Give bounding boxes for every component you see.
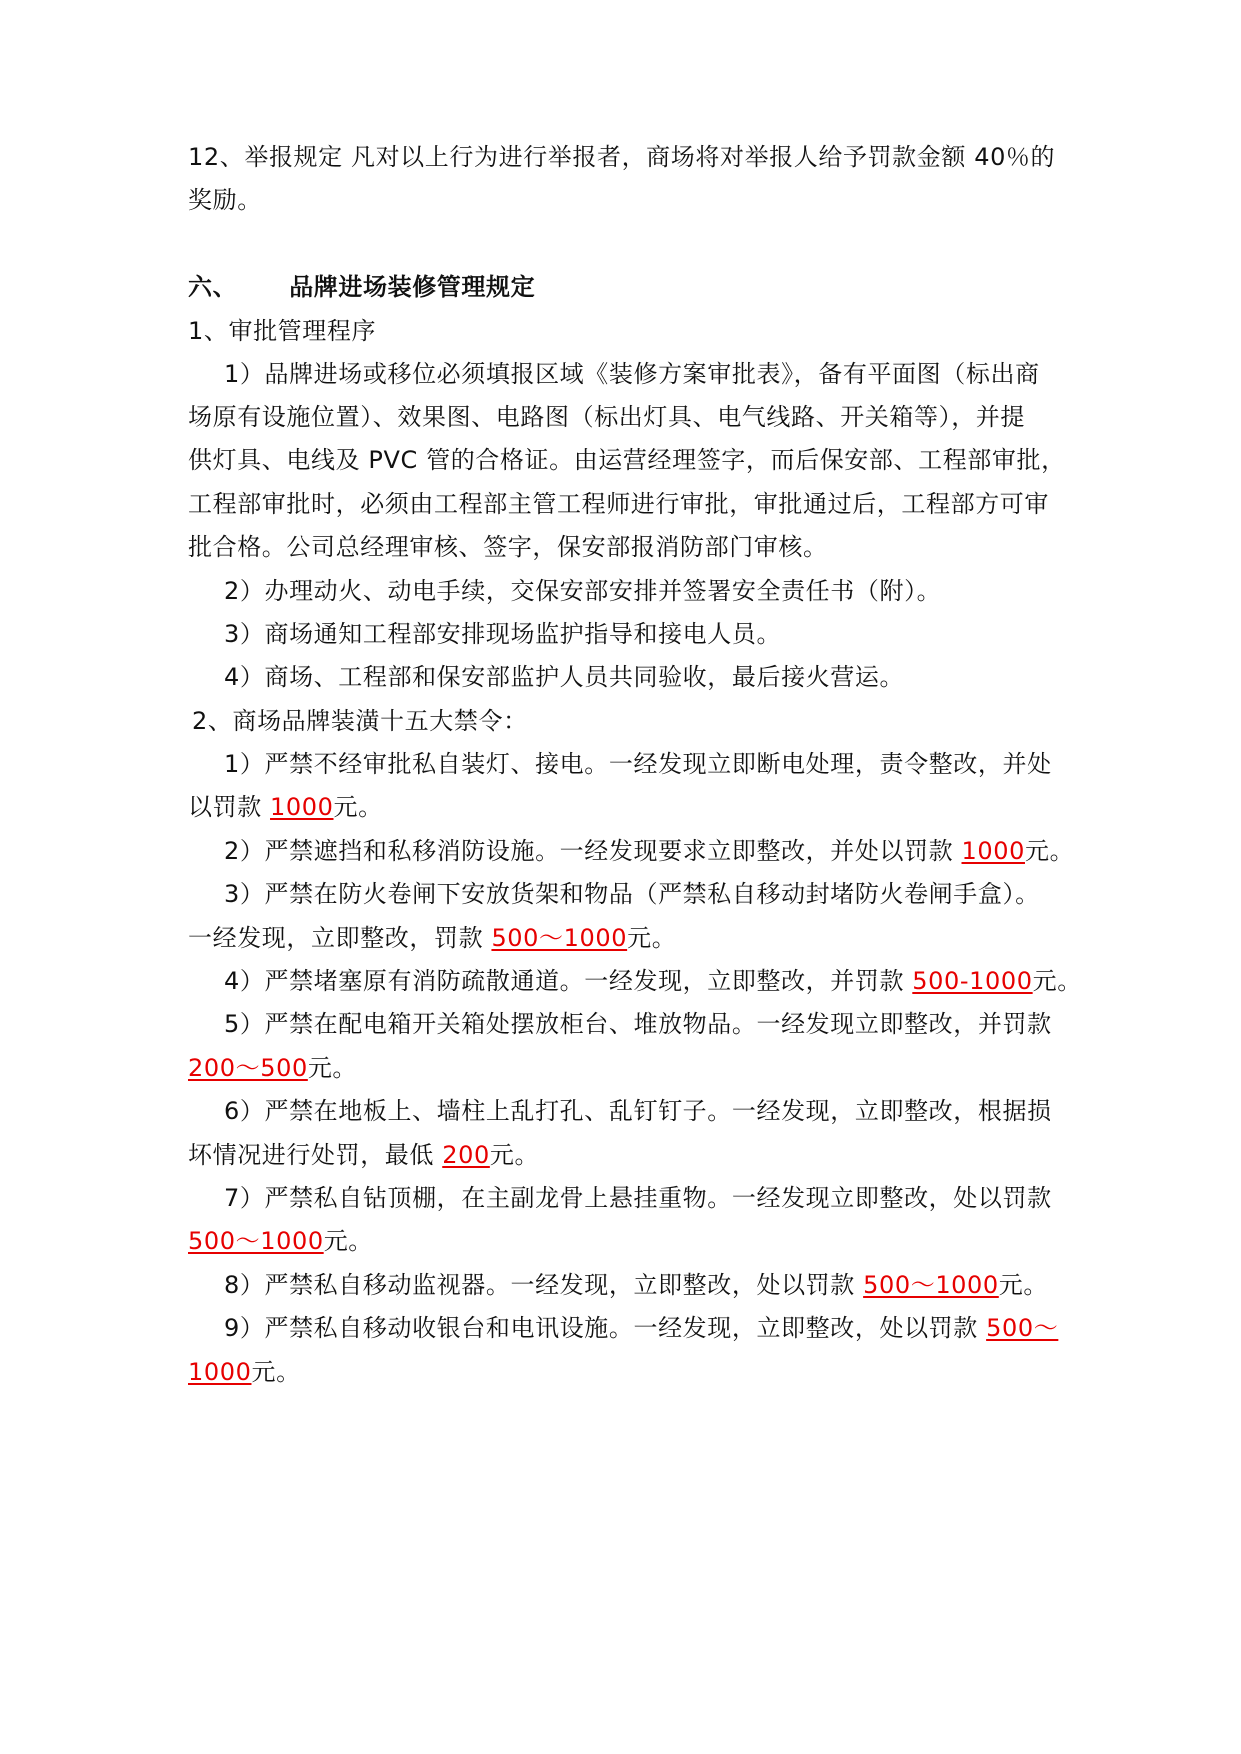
procedure-2: 2）办理动火、动电手续，交保安部安排并签署安全责任书（附）。 — [224, 577, 942, 605]
rule-2: 2）严禁遮挡和私移消防设施。一经发现要求立即整改，并处以罚款 1000元。 — [224, 837, 1075, 865]
report-rule-line-2: 奖励。 — [188, 186, 262, 214]
procedure-1-line-2: 场原有设施位置）、效果图、电路图（标出灯具、电气线路、开关箱等），并提 — [188, 403, 1025, 431]
rule-6-line-2: 坏情况进行处罚，最低 200元。 — [188, 1141, 540, 1169]
fine-amount: 500～1000 — [491, 924, 628, 952]
fine-amount: 1000 — [270, 793, 334, 821]
fine-amount: 1000 — [188, 1358, 252, 1386]
procedure-4: 4）商场、工程部和保安部监护人员共同验收，最后接火营运。 — [224, 663, 905, 691]
procedure-1-line-1: 1）品牌进场或移位必须填报区域《装修方案审批表》，备有平面图（标出商 — [224, 360, 1040, 388]
section-number: 六、 — [188, 273, 238, 301]
rule-6-line-1: 6）严禁在地板上、墙柱上乱打孔、乱钉钉子。一经发现，立即整改，根据损 — [224, 1097, 1052, 1125]
procedure-3: 3）商场通知工程部安排现场监护指导和接电人员。 — [224, 620, 782, 648]
rule-1-line-2: 以罚款 1000元。 — [188, 793, 383, 821]
procedure-1-line-5: 批合格。公司总经理审核、签字，保安部报消防部门审核。 — [188, 533, 828, 561]
rule-8: 8）严禁私自移动监视器。一经发现，立即整改，处以罚款 500～1000元。 — [224, 1271, 1048, 1299]
procedure-1-line-4: 工程部审批时，必须由工程部主管工程师进行审批，审批通过后，工程部方可审 — [188, 490, 1049, 518]
report-rule-line-1: 12、举报规定 凡对以上行为进行举报者，商场将对举报人给予罚款金额 40％的 — [188, 143, 1056, 171]
subsection-title-1: 1、审批管理程序 — [188, 317, 377, 345]
rule-7-line-2: 500～1000元。 — [188, 1227, 373, 1255]
fine-amount: 500-1000 — [912, 967, 1033, 995]
fine-amount: 200 — [442, 1141, 490, 1169]
rule-4: 4）严禁堵塞原有消防疏散通道。一经发现，立即整改，并罚款 500-1000元。 — [224, 967, 1082, 995]
section-title: 品牌进场装修管理规定 — [289, 273, 536, 301]
fine-amount: 500～ — [986, 1314, 1059, 1342]
section-heading — [188, 270, 1068, 304]
rule-1-line-1: 1）严禁不经审批私自装灯、接电。一经发现立即断电处理，责令整改，并处 — [224, 750, 1052, 778]
fine-amount: 500～1000 — [188, 1227, 324, 1255]
fine-amount: 200～500 — [188, 1054, 308, 1082]
rule-5-line-1: 5）严禁在配电箱开关箱处摆放柜台、堆放物品。一经发现立即整改，并罚款 — [224, 1010, 1052, 1038]
fine-amount: 500～1000 — [863, 1271, 999, 1299]
rule-3-line-1: 3）严禁在防火卷闸下安放货架和物品（严禁私自移动封堵防火卷闸手盒）。 — [224, 880, 1040, 908]
rule-3-line-2: 一经发现，立即整改，罚款 500～1000元。 — [188, 924, 677, 952]
rule-9-line-1: 9）严禁私自移动收银台和电讯设施。一经发现，立即整改，处以罚款 500～ — [224, 1314, 1059, 1342]
procedure-1-line-3: 供灯具、电线及 PVC 管的合格证。由运营经理签字，而后保安部、工程部审批， — [188, 446, 1066, 474]
subsection-title-2: 2、商场品牌装潢十五大禁令： — [192, 707, 528, 735]
rule-7-line-1: 7）严禁私自钻顶棚，在主副龙骨上悬挂重物。一经发现立即整改，处以罚款 — [224, 1184, 1052, 1212]
rule-9-line-2: 1000元。 — [188, 1358, 301, 1386]
fine-amount: 1000 — [961, 837, 1025, 865]
rule-5-line-2: 200～500元。 — [188, 1054, 358, 1082]
